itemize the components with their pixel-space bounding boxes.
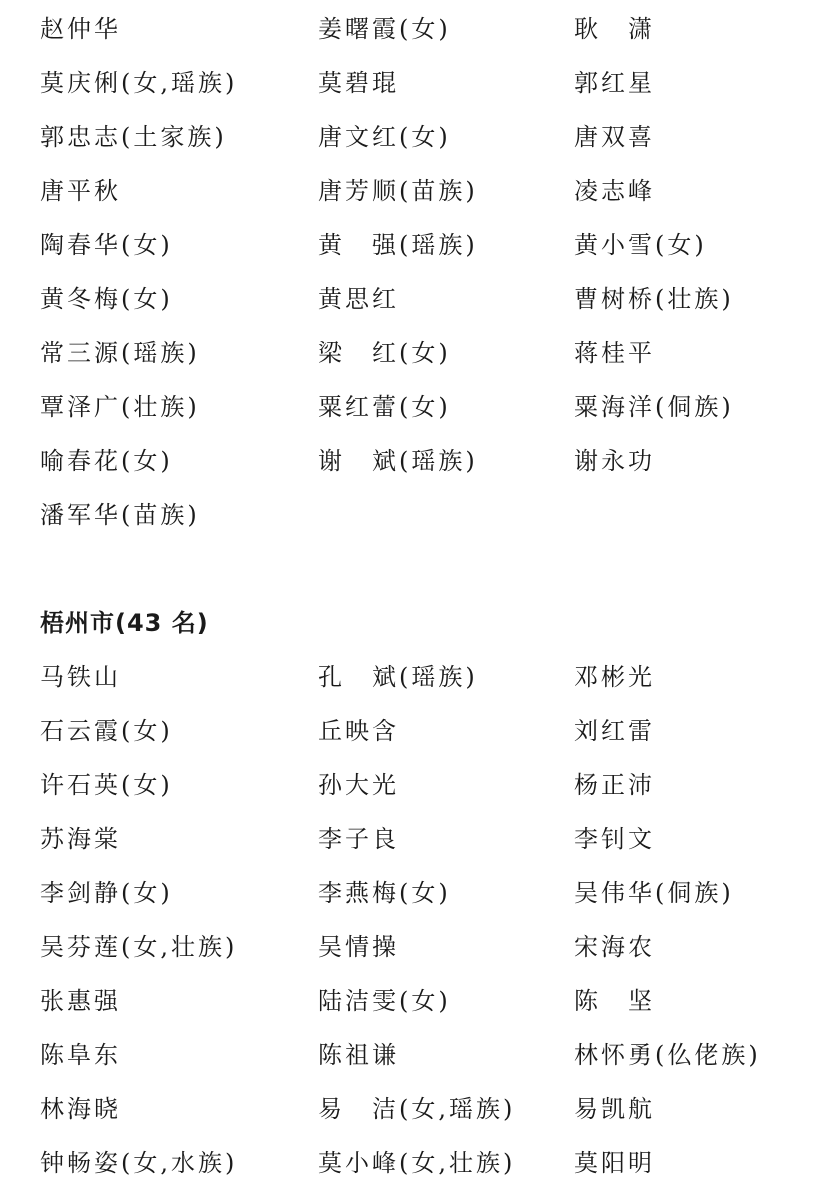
person-name: 刘红雷 bbox=[574, 717, 655, 745]
person-name: 黄思红 bbox=[318, 285, 399, 313]
person-name: 黄 强(瑶族) bbox=[318, 231, 478, 259]
person-name: 赵仲华 bbox=[40, 15, 121, 43]
person-name: 张惠强 bbox=[40, 987, 121, 1015]
person-name: 马铁山 bbox=[40, 663, 121, 691]
person-name: 梁 红(女) bbox=[318, 339, 451, 367]
person-name: 黄小雪(女) bbox=[574, 231, 707, 259]
person-name: 唐文红(女) bbox=[318, 123, 451, 151]
person-name: 谢 斌(瑶族) bbox=[318, 447, 478, 475]
person-name: 陈阜东 bbox=[40, 1041, 121, 1069]
person-name: 蒋桂平 bbox=[574, 339, 655, 367]
list-row bbox=[0, 981, 821, 1021]
list-row bbox=[0, 387, 821, 427]
person-name: 喻春花(女) bbox=[40, 447, 173, 475]
person-name: 吴情操 bbox=[318, 933, 399, 961]
section-heading-wuzhou: 梧州市(43 名) bbox=[40, 609, 209, 637]
person-name: 莫阳明 bbox=[574, 1149, 655, 1177]
person-name: 陈祖谦 bbox=[318, 1041, 399, 1069]
person-name: 曹树桥(壮族) bbox=[574, 285, 734, 313]
person-name: 杨正沛 bbox=[574, 771, 655, 799]
person-name: 耿 潇 bbox=[574, 15, 655, 43]
person-name: 唐平秋 bbox=[40, 177, 121, 205]
person-name: 易 洁(女,瑶族) bbox=[318, 1095, 516, 1123]
person-name: 苏海棠 bbox=[40, 825, 121, 853]
list-row bbox=[0, 873, 821, 913]
list-row bbox=[0, 711, 821, 751]
person-name: 粟海洋(侗族) bbox=[574, 393, 734, 421]
list-row bbox=[0, 333, 821, 373]
list-row bbox=[0, 819, 821, 859]
list-row bbox=[0, 225, 821, 265]
person-name: 许石英(女) bbox=[40, 771, 173, 799]
list-row bbox=[0, 171, 821, 211]
person-name: 陶春华(女) bbox=[40, 231, 173, 259]
person-name: 易凯航 bbox=[574, 1095, 655, 1123]
list-row bbox=[0, 927, 821, 967]
list-row bbox=[0, 441, 821, 481]
person-name: 陆洁雯(女) bbox=[318, 987, 451, 1015]
list-row bbox=[0, 1143, 821, 1183]
list-row bbox=[0, 1089, 821, 1129]
list-row bbox=[0, 657, 821, 697]
person-name: 李燕梅(女) bbox=[318, 879, 451, 907]
list-row bbox=[0, 1035, 821, 1075]
person-name: 莫小峰(女,壮族) bbox=[318, 1149, 516, 1177]
list-row bbox=[0, 9, 821, 49]
list-row bbox=[0, 495, 821, 535]
person-name: 钟畅姿(女,水族) bbox=[40, 1149, 238, 1177]
person-name: 郭忠志(土家族) bbox=[40, 123, 227, 151]
person-name: 姜曙霞(女) bbox=[318, 15, 451, 43]
list-row bbox=[0, 117, 821, 157]
list-row bbox=[0, 279, 821, 319]
list-row bbox=[0, 63, 821, 103]
person-name: 常三源(瑶族) bbox=[40, 339, 200, 367]
person-name: 唐芳顺(苗族) bbox=[318, 177, 478, 205]
person-name: 李钊文 bbox=[574, 825, 655, 853]
person-name: 李子良 bbox=[318, 825, 399, 853]
person-name: 唐双喜 bbox=[574, 123, 655, 151]
person-name: 郭红星 bbox=[574, 69, 655, 97]
person-name: 粟红蕾(女) bbox=[318, 393, 451, 421]
person-name: 李剑静(女) bbox=[40, 879, 173, 907]
person-name: 林海晓 bbox=[40, 1095, 121, 1123]
person-name: 谢永功 bbox=[574, 447, 655, 475]
person-name: 莫庆俐(女,瑶族) bbox=[40, 69, 238, 97]
person-name: 林怀勇(仫佬族) bbox=[574, 1041, 761, 1069]
person-name: 丘映含 bbox=[318, 717, 399, 745]
person-name: 莫碧琨 bbox=[318, 69, 399, 97]
list-row bbox=[0, 765, 821, 805]
person-name: 吴伟华(侗族) bbox=[574, 879, 734, 907]
person-name: 黄冬梅(女) bbox=[40, 285, 173, 313]
person-name: 宋海农 bbox=[574, 933, 655, 961]
person-name: 孙大光 bbox=[318, 771, 399, 799]
person-name: 覃泽广(壮族) bbox=[40, 393, 200, 421]
person-name: 陈 坚 bbox=[574, 987, 655, 1015]
person-name: 孔 斌(瑶族) bbox=[318, 663, 478, 691]
person-name: 石云霞(女) bbox=[40, 717, 173, 745]
person-name: 潘军华(苗族) bbox=[40, 501, 200, 529]
person-name: 吴芬莲(女,壮族) bbox=[40, 933, 238, 961]
person-name: 邓彬光 bbox=[574, 663, 655, 691]
person-name: 凌志峰 bbox=[574, 177, 655, 205]
